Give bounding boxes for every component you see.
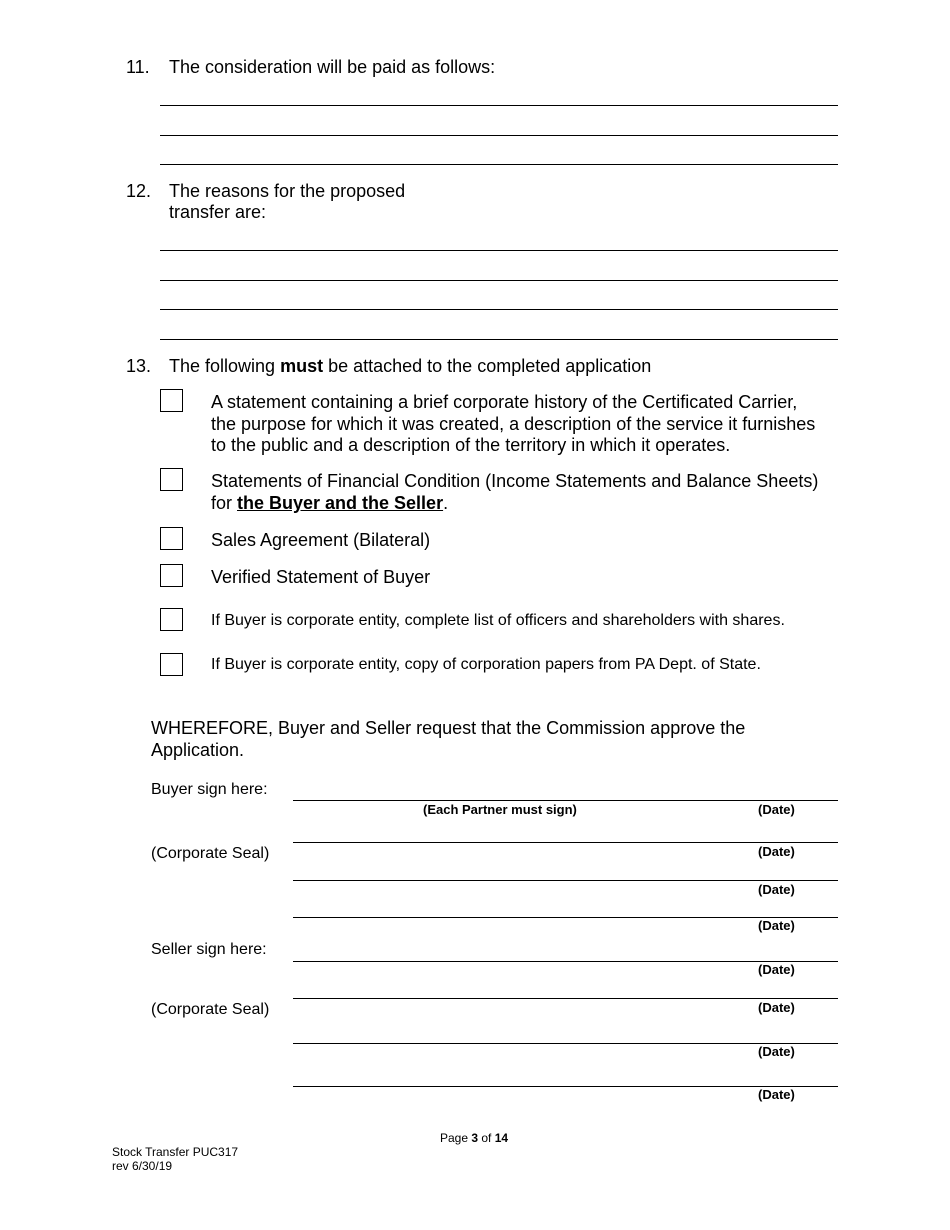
item-12-text-line1: The reasons for the proposed (169, 181, 406, 201)
date-label-7: (Date) (758, 1044, 795, 1059)
seller-signature-line-3[interactable] (293, 1043, 838, 1044)
consideration-line-3[interactable] (160, 164, 838, 165)
partner-note: (Each Partner must sign) (423, 802, 577, 817)
sales-agreement-checkbox[interactable] (160, 527, 183, 550)
attachment-2-line1: Statements of Financial Condition (Income Statements and Balance Sheets) (211, 471, 819, 491)
page-number (440, 1131, 508, 1145)
verified-statement-checkbox[interactable] (160, 564, 183, 587)
financial-statements-checkbox[interactable] (160, 468, 183, 491)
wherefore-line1: WHEREFORE, Buyer and Seller request that the Commission approve the (151, 718, 746, 738)
reasons-line-1[interactable] (160, 250, 838, 251)
buyer-signature-line-3[interactable] (293, 880, 838, 881)
item-11-number: 11. (126, 57, 150, 77)
date-label-8: (Date) (758, 1087, 795, 1102)
buyer-corporate-seal-label: (Corporate Seal) (151, 845, 270, 862)
attachment-2-post: . (443, 493, 449, 513)
item-13-pre: The following (169, 356, 281, 376)
date-label-2: (Date) (758, 844, 795, 859)
buyer-signature-line-4[interactable] (293, 917, 838, 918)
item-12-text-line2: transfer are: (169, 202, 267, 222)
attachment-2-pre: for (211, 493, 238, 513)
corporation-papers-checkbox[interactable] (160, 653, 183, 676)
page-total: 14 (494, 1131, 509, 1145)
officers-list-checkbox[interactable] (160, 608, 183, 631)
buyer-signature-line-1[interactable] (293, 800, 838, 801)
date-label-5: (Date) (758, 962, 795, 977)
attachment-4-text: Verified Statement of Buyer (211, 567, 431, 587)
seller-signature-line-2[interactable] (293, 998, 838, 999)
history-statement-checkbox[interactable] (160, 389, 183, 412)
item-11-text: The consideration will be paid as follows: (169, 57, 496, 77)
date-label-1: (Date) (758, 802, 795, 817)
seller-corporate-seal-label: (Corporate Seal) (151, 1001, 270, 1018)
item-13-text (169, 355, 651, 377)
date-label-6: (Date) (758, 1000, 795, 1015)
seller-signature-line-1[interactable] (293, 961, 838, 962)
buyer-signature-line-2[interactable] (293, 842, 838, 843)
reasons-line-2[interactable] (160, 280, 838, 281)
seller-signature-line-4[interactable] (293, 1086, 838, 1087)
attachment-5-text: If Buyer is corporate entity, complete list of officers and shareholders with shares. (211, 612, 785, 629)
consideration-line-1[interactable] (160, 105, 838, 106)
item-12-number: 12. (126, 181, 152, 201)
reasons-line-4[interactable] (160, 339, 838, 340)
buyer-sign-label: Buyer sign here: (151, 781, 268, 798)
consideration-line-2[interactable] (160, 135, 838, 136)
item-13-number: 13. (126, 356, 152, 376)
wherefore-line2: Application. (151, 740, 245, 760)
date-label-3: (Date) (758, 882, 795, 897)
attachment-1-line3: to the public and a description of the territory in which it operates. (211, 435, 731, 455)
attachment-2-parties: the Buyer and the Seller (237, 493, 444, 513)
attachment-1-line1: A statement containing a brief corporate history of the Certificated Carrier, (211, 392, 798, 412)
attachment-3-text: Sales Agreement (Bilateral) (211, 530, 431, 550)
item-13-must: must (280, 356, 324, 376)
form-revision: rev 6/30/19 (112, 1159, 173, 1173)
item-13-post: be attached to the completed application (323, 356, 652, 376)
seller-sign-label: Seller sign here: (151, 941, 267, 958)
attachment-2-line2 (211, 492, 448, 514)
form-name: Stock Transfer PUC317 (112, 1145, 239, 1159)
page-pre: Page (440, 1131, 472, 1145)
date-label-4: (Date) (758, 918, 795, 933)
page-mid: of (478, 1131, 495, 1145)
attachment-1-line2: the purpose for which it was created, a description of the service it furnishes (211, 414, 816, 434)
page-current: 3 (471, 1131, 479, 1145)
attachment-6-text: If Buyer is corporate entity, copy of corporation papers from PA Dept. of State. (211, 656, 761, 673)
reasons-line-3[interactable] (160, 309, 838, 310)
